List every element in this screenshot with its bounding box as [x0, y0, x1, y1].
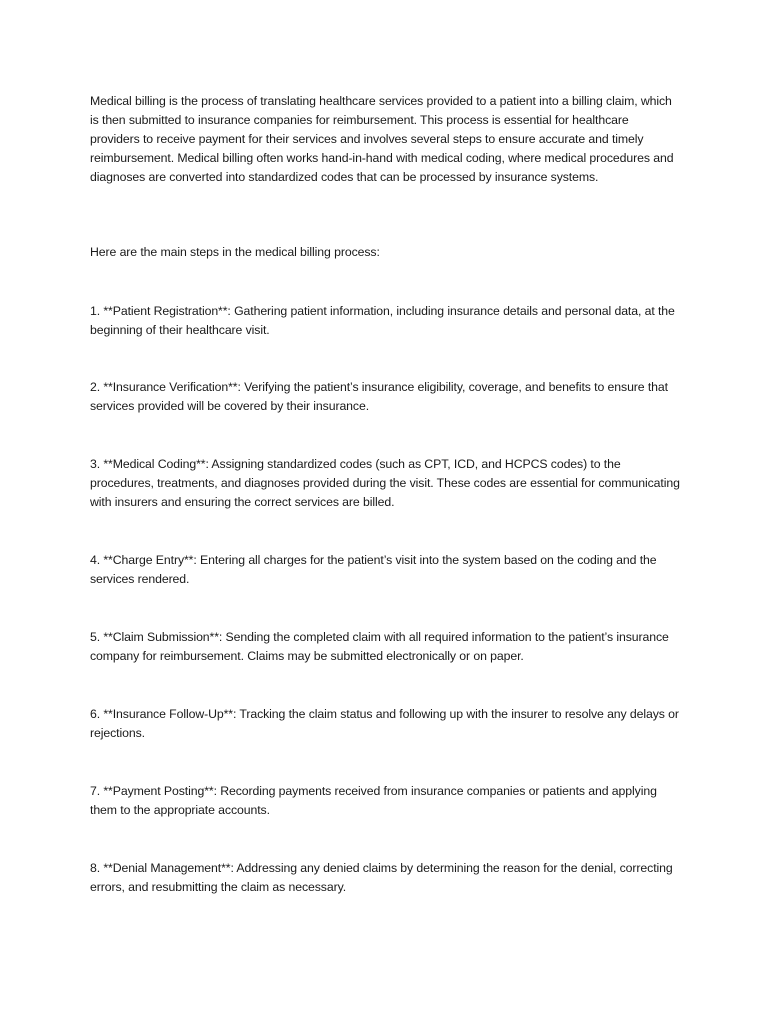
step-insurance-follow-up: 6. **Insurance Follow-Up**: Tracking the claim status and following up with the insurer to resolve any delays or rejections.: [90, 707, 679, 740]
step-claim-submission: 5. **Claim Submission**: Sending the completed claim with all required information to the patient’s insurance company for reimbursement. Claims may be submitted electronically or on paper.: [90, 630, 669, 663]
lead-in-paragraph: Here are the main steps in the medical billing process:: [90, 245, 380, 259]
step-medical-coding: 3. **Medical Coding**: Assigning standardized codes (such as CPT, ICD, and HCPCS codes) to the procedures, treatments, and diagnoses provided during the visit. These codes are essential for communicating with insurers and ensuring the correct services are billed.: [90, 457, 680, 509]
intro-paragraph: Medical billing is the process of translating healthcare services provided to a patient into a billing claim, which is then submitted to insurance companies for reimbursement. This process is essential for healthcare providers to receive payment for their services and involves several steps to ensure accurate and timely reimbursement. Medical billing often works hand-in-hand with medical coding, where medical procedures and diagnoses are converted into standardized codes that can be processed by insurance systems.: [90, 94, 674, 184]
step-payment-posting: 7. **Payment Posting**: Recording payments received from insurance companies or patients and applying them to the appropriate accounts.: [90, 784, 657, 817]
step-patient-registration: 1. **Patient Registration**: Gathering patient information, including insurance details and personal data, at the beginning of their healthcare visit.: [90, 304, 675, 337]
step-charge-entry: 4. **Charge Entry**: Entering all charges for the patient’s visit into the system based on the coding and the services rendered.: [90, 553, 657, 586]
step-denial-management: 8. **Denial Management**: Addressing any denied claims by determining the reason for the denial, correcting errors, and resubmitting the claim as necessary.: [90, 861, 673, 894]
step-insurance-verification: 2. **Insurance Verification**: Verifying the patient’s insurance eligibility, coverage, and benefits to ensure that services provided will be covered by their insurance.: [90, 380, 668, 413]
